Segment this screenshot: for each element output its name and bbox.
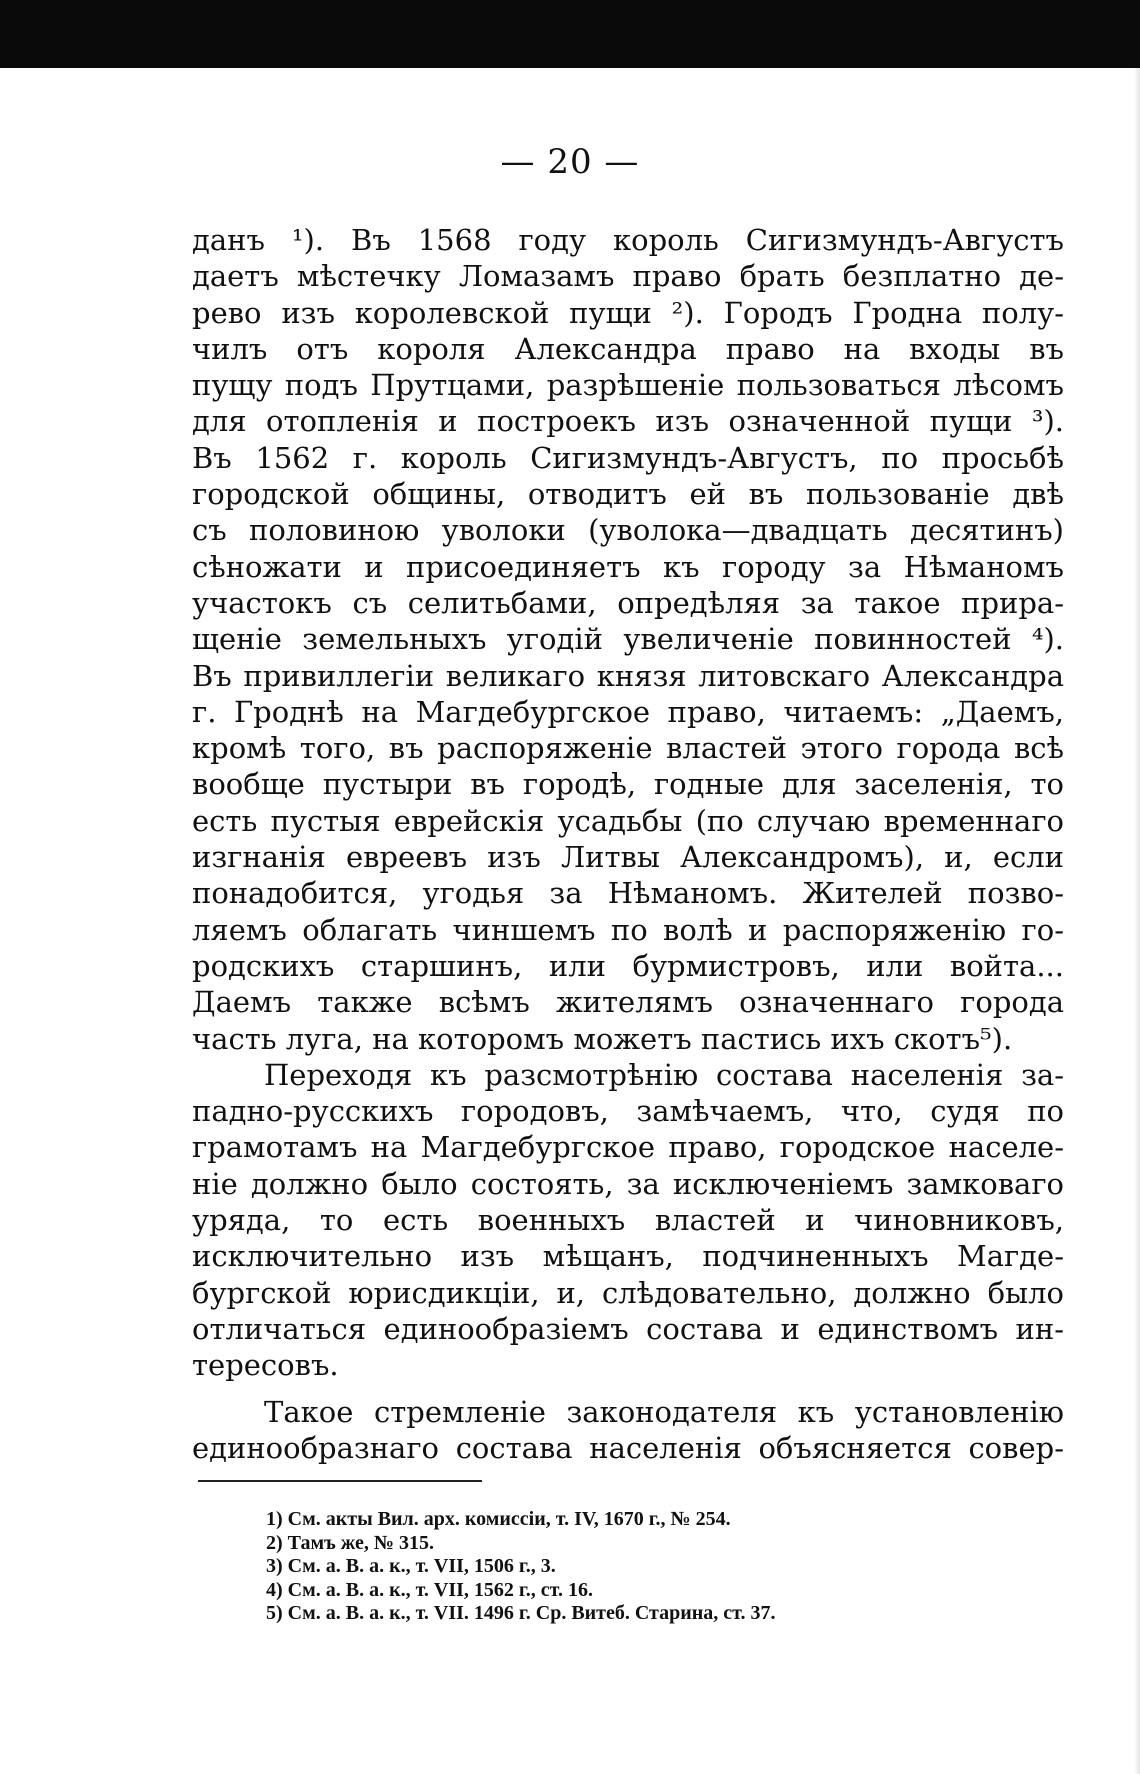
text-line: часть луга, на которомъ можетъ пастись ихъ скотъ⁵). xyxy=(192,1021,1013,1056)
text-line: есть пустыя еврейскія усадьбы (по случаю временнаго xyxy=(192,803,1064,838)
text-line: Такое стремленіе законодателя къ установленію xyxy=(264,1394,1064,1429)
paragraph-2 xyxy=(192,1057,1064,1384)
text-line: вообще пустыри въ городѣ, годные для заселенія, то xyxy=(192,767,1064,802)
paragraph-spacer xyxy=(192,1384,1064,1394)
page-number: — 20 — xyxy=(500,142,640,182)
text-line: Въ привиллегіи великаго князя литовскаго Александра xyxy=(192,658,1064,693)
footnote-5: 5) См. а. В. а. к., т. VII. 1496 г. Ср. Витеб. Старина, ст. 37. xyxy=(266,1602,776,1624)
text-line: единообразнаго состава населенія объясняется совер- xyxy=(192,1430,1064,1465)
text-line: изгнанія евреевъ изъ Литвы Александромъ), и, если xyxy=(192,840,1064,875)
footnote-1: 1) См. акты Вил. арх. комиссіи, т. IV, 1670 г., № 254. xyxy=(266,1508,731,1530)
text-line: бургской юрисдикціи, и, слѣдовательно, должно было xyxy=(192,1275,1064,1310)
scan-top-border xyxy=(0,0,1140,68)
text-line: уряда, то есть военныхъ властей и чиновниковъ, xyxy=(192,1203,1064,1238)
text-line: съ половиною уволоки (уволока—двадцать десятинъ) xyxy=(192,513,1064,548)
text-line: исключительно изъ мѣщанъ, подчиненныхъ Магде- xyxy=(192,1239,1064,1274)
text-line: понадобится, угодья за Нѣманомъ. Жителей позво- xyxy=(192,876,1064,911)
text-line: родскихъ старшинъ, или бурмистровъ, или войта... xyxy=(192,948,1064,983)
main-text xyxy=(192,222,1064,1466)
text-line: щеніе земельныхъ угодій увеличеніе повинностей ⁴). xyxy=(192,622,1064,657)
text-line: пущу подъ Прутцами, разрѣшеніе пользоваться лѣсомъ xyxy=(192,368,1064,403)
text-line: сѣножати и присоединяетъ къ городу за Нѣманомъ xyxy=(192,549,1064,584)
text-line: грамотамъ на Магдебургское право, городское населе- xyxy=(192,1130,1064,1165)
text-line: тересовъ. xyxy=(192,1348,339,1383)
footnote-2: 2) Тамъ же, № 315. xyxy=(266,1531,434,1554)
text-line: даетъ мѣстечку Ломазамъ право брать безплатно де- xyxy=(192,259,1064,294)
text-line: участокъ съ селитьбами, опредѣляя за такое прира- xyxy=(192,585,1064,620)
text-line: Даемъ также всѣмъ жителямъ означеннаго города xyxy=(192,985,1064,1020)
scan-right-edge xyxy=(1134,68,1140,1774)
footnote-3: 3) См. а. В. а. к., т. VII, 1506 г., 3. xyxy=(266,1555,556,1577)
text-line: падно-русскихъ городовъ, замѣчаемъ, что, судя по xyxy=(192,1094,1064,1129)
footnote-divider xyxy=(198,1480,482,1482)
text-line: данъ ¹). Въ 1568 году король Сигизмундъ-Августъ xyxy=(192,223,1064,257)
text-line: городской общины, отводитъ ей въ пользованіе двѣ xyxy=(192,477,1064,512)
text-line: рево изъ королевской пущи ²). Городъ Гродна полу- xyxy=(192,295,1064,330)
text-line: чилъ отъ короля Александра право на входы въ xyxy=(192,331,1064,366)
text-line: ляемъ облагать чиншемъ по волѣ и распоряженію го- xyxy=(192,912,1064,947)
text-line: для отопленія и построекъ изъ означенной пущи ³). xyxy=(192,404,1064,439)
footnote-4: 4) См. а. В. а. к., т. VII, 1562 г., ст. 16. xyxy=(266,1578,593,1601)
text-line: кромѣ того, въ распоряженіе властей этого города всѣ xyxy=(192,731,1064,766)
footnotes xyxy=(266,1508,1066,1626)
text-line: г. Гроднѣ на Магдебургское право, читаемъ: „Даемъ, xyxy=(192,694,1064,729)
text-line: Въ 1562 г. король Сигизмундъ-Августъ, по просьбѣ xyxy=(192,440,1064,475)
paragraph-1 xyxy=(192,222,1064,1057)
paragraph-3 xyxy=(192,1394,1064,1467)
text-line: Переходя къ разсмотрѣнію состава населенія за- xyxy=(264,1057,1064,1092)
text-line: ніе должно было состоять, за исключеніемъ замковаго xyxy=(192,1166,1064,1201)
text-line: отличаться единообразіемъ состава и единствомъ ин- xyxy=(192,1311,1064,1346)
